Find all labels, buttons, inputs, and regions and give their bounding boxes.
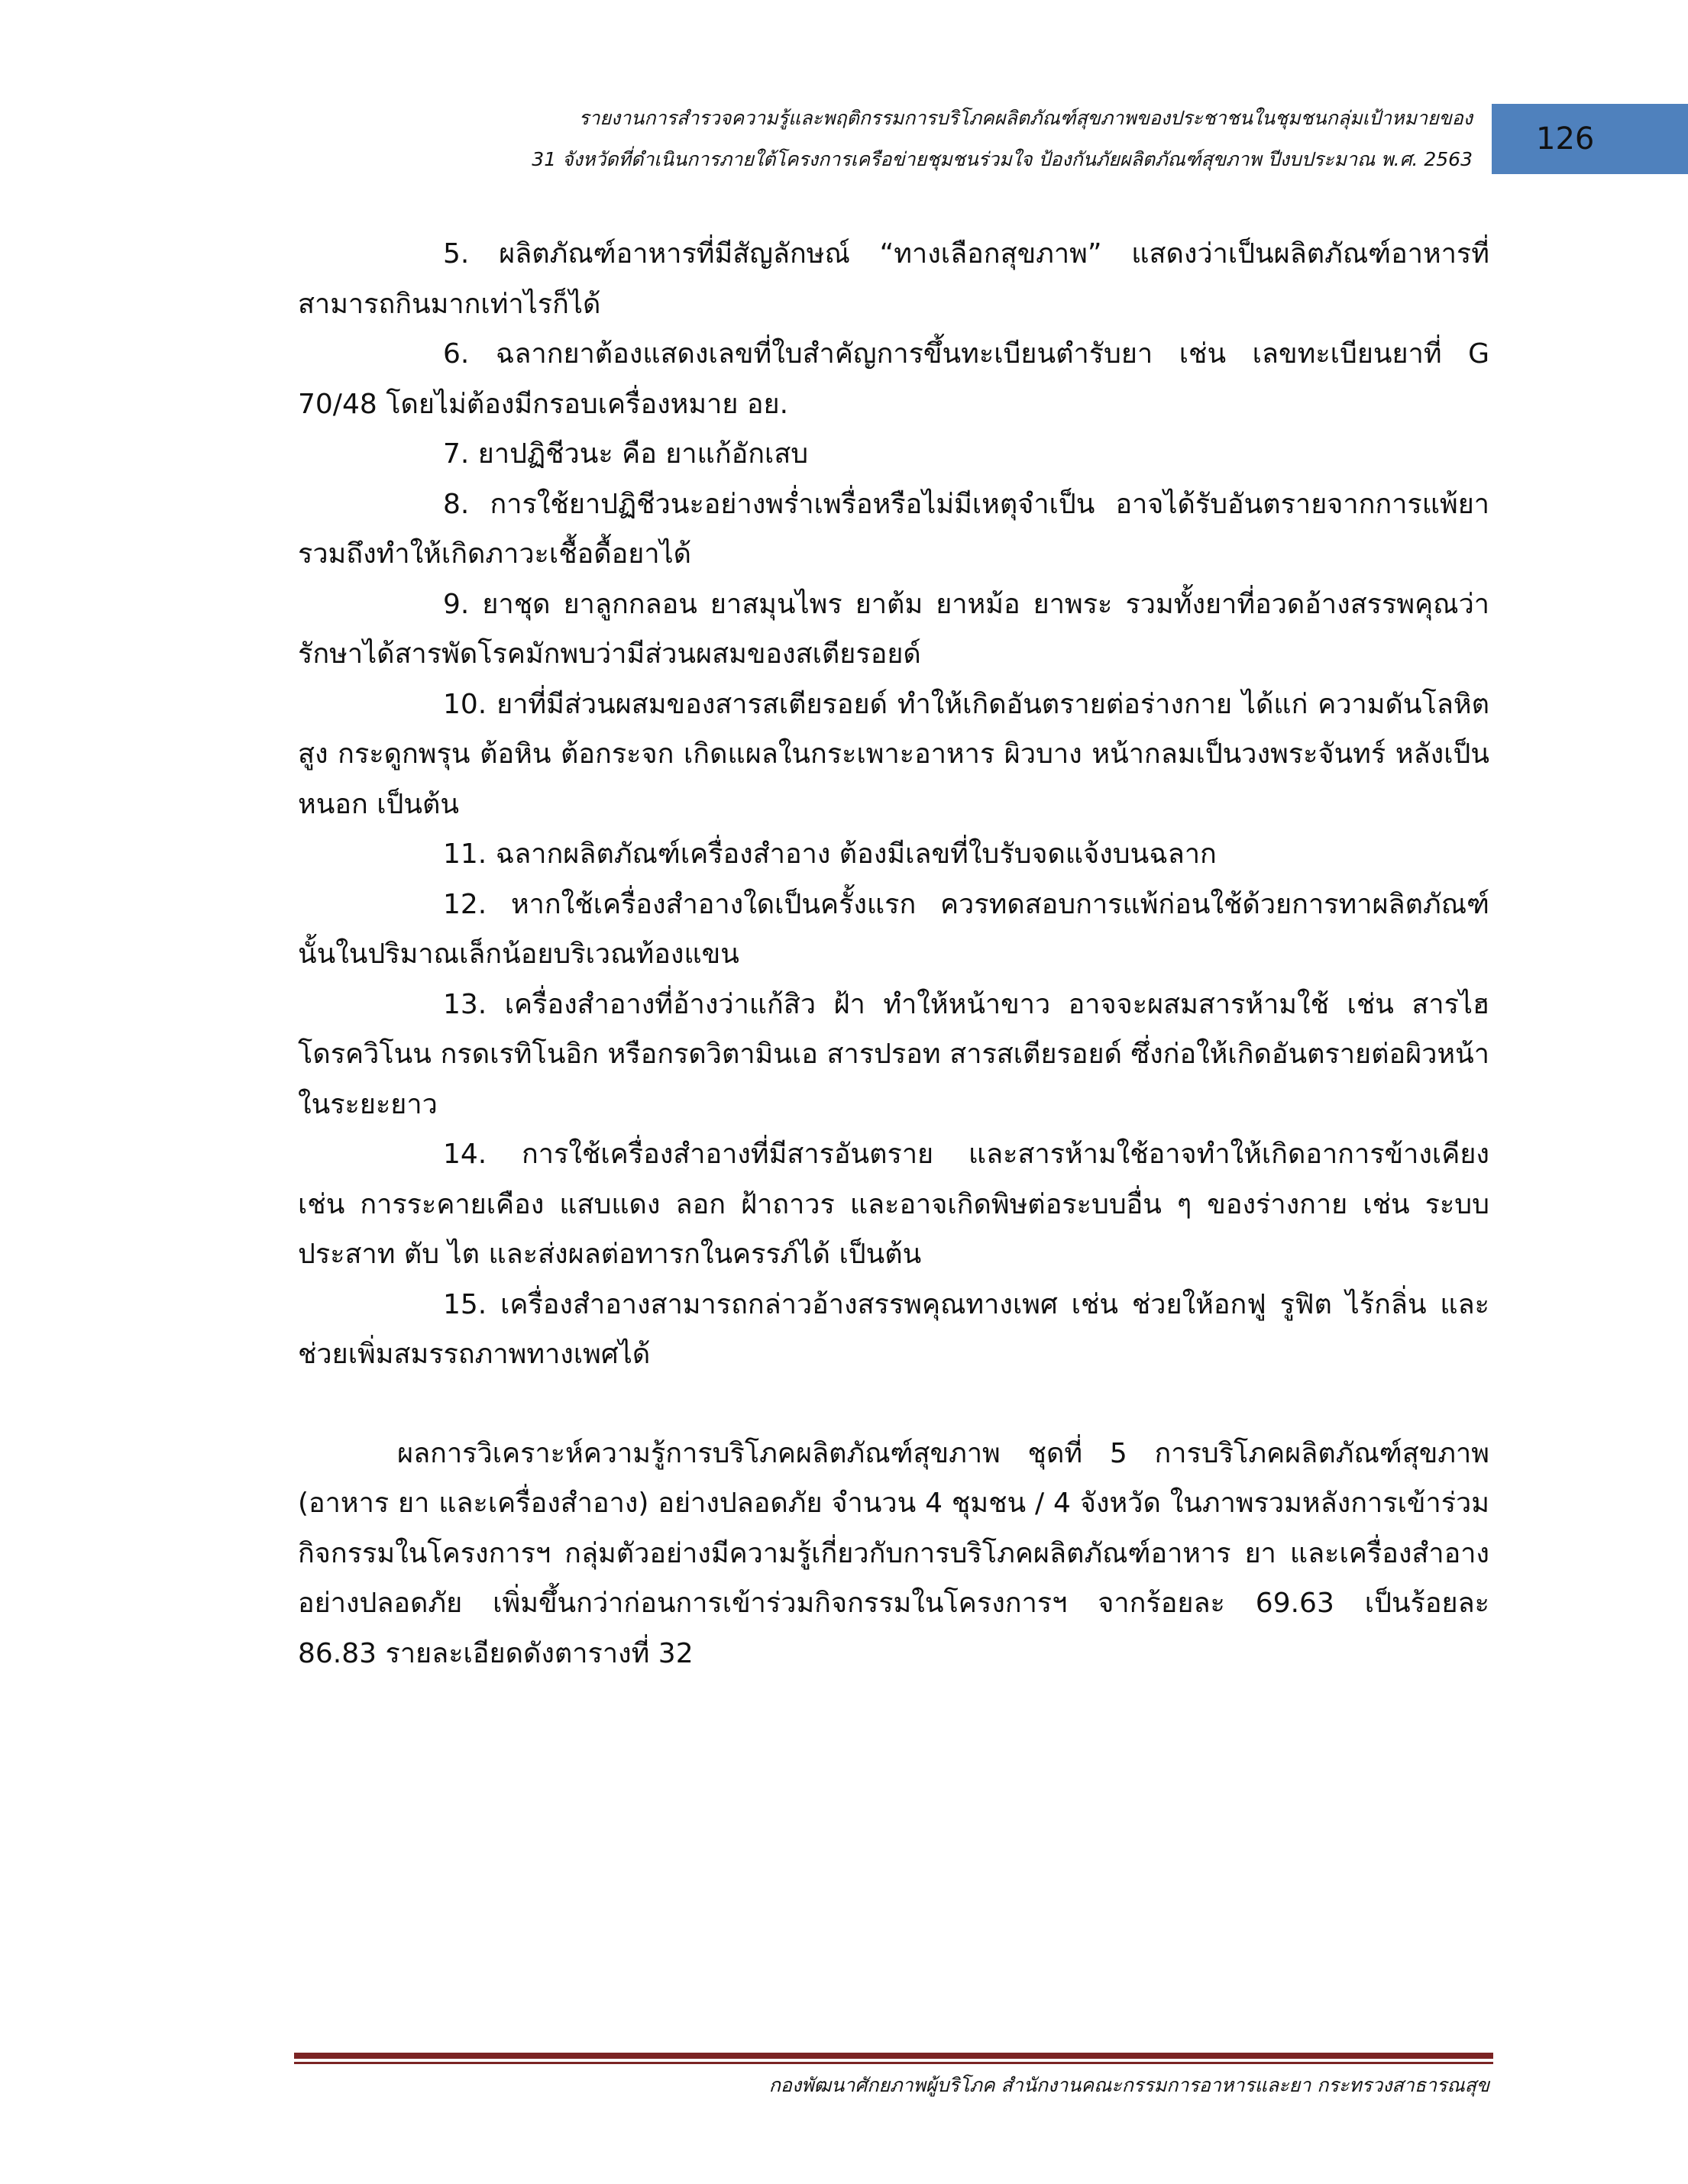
running-header xyxy=(306,98,1473,180)
page-number-badge xyxy=(1492,104,1688,174)
list-item-13: 13. เครื่องสำอางที่อ้างว่าแก้สิว ฝ้า ทำให้หน้าขาว อาจจะผสมสารห้ามใช้ เช่น สารไฮโดรควิโนน กรดเรทิโนอิก หรือกรดวิตามินเอ สารปรอท สารสเตียรอยด์ ซึ่งก่อให้เกิดอันตรายต่อผิวหน้าในระยะยาว xyxy=(298,988,1489,1120)
footer-divider-thin xyxy=(294,2062,1493,2064)
list-item-15: 15. เครื่องสำอางสามารถกล่าวอ้างสรรพคุณทางเพศ เช่น ช่วยให้อกฟู รูฟิต ไร้กลิ่น และช่วยเพิ่มสมรรถภาพทางเพศได้ xyxy=(298,1288,1489,1370)
list-item-14: 14. การใช้เครื่องสำอางที่มีสารอันตราย และสารห้ามใช้อาจทำให้เกิดอาการข้างเคียง เช่น การระคายเคือง แสบแดง ลอก ฝ้าถาวร และอาจเกิดพิษต่อระบบอื่น ๆ ของร่างกาย เช่น ระบบประสาท ตับ ไต และส่งผลต่อทารกในครรภ์ได้ เป็นต้น xyxy=(298,1139,1489,1270)
header-title-line-1: รายงานการสำรวจความรู้และพฤติกรรมการบริโภคผลิตภัณฑ์สุขภาพของประชาชนในชุมชนกลุ่มเป้าหมายของ xyxy=(578,107,1473,129)
summary-paragraph: ผลการวิเคราะห์ความรู้การบริโภคผลิตภัณฑ์สุขภาพ ชุดที่ 5 การบริโภคผลิตภัณฑ์สุขภาพ (อาหาร ยา และเครื่องสำอาง) อย่างปลอดภัย จำนวน 4 ชุมชน / 4 จังหวัด ในภาพรวมหลังการเข้าร่วมกิจกรรมในโครงการฯ กลุ่มตัวอย่างมีความรู้เกี่ยวกับการบริโภคผลิตภัณฑ์อาหาร ยา และเครื่องสำอางอย่างปลอดภัย เพิ่มขึ้นกว่าก่อนการเข้าร่วมกิจกรรมในโครงการฯ จากร้อยละ 69.63 เป็นร้อยละ 86.83 รายละเอียดดังตารางที่ 32 xyxy=(298,1437,1489,1669)
page-number: 126 xyxy=(1536,121,1595,157)
list-item-10: 10. ยาที่มีส่วนผสมของสารสเตียรอยด์ ทำให้เกิดอันตรายต่อร่างกาย ได้แก่ ความดันโลหิตสูง กระดูกพรุน ต้อหิน ต้อกระจก เกิดแผลในกระเพาะอาหาร ผิวบาง หน้ากลมเป็นวงพระจันทร์ หลังเป็นหนอก เป็นต้น xyxy=(298,688,1489,820)
list-item-12: 12. หากใช้เครื่องสำอางใดเป็นครั้งแรก ควรทดสอบการแพ้ก่อนใช้ด้วยการทาผลิตภัณฑ์นั้นในปริมาณเล็กน้อยบริเวณท้องแขน xyxy=(298,888,1489,970)
list-item-6: 6. ฉลากยาต้องแสดงเลขที่ใบสำคัญการขึ้นทะเบียนตำรับยา เช่น เลขทะเบียนยาที่ G 70/48 โดยไม่ต้องมีกรอบเครื่องหมาย อย. xyxy=(298,338,1489,420)
header-title-line-2: 31 จังหวัดที่ดำเนินการภายใต้โครงการเครือข่ายชุมชนร่วมใจ ป้องกันภัยผลิตภัณฑ์สุขภาพ ปีงบประมาณ พ.ศ. 2563 xyxy=(532,148,1473,170)
list-item-11: 11. ฉลากผลิตภัณฑ์เครื่องสำอาง ต้องมีเลขที่ใบรับจดแจ้งบนฉลาก xyxy=(443,838,1217,870)
document-body xyxy=(298,229,1489,1678)
footer-divider-thick xyxy=(294,2053,1493,2059)
list-item-5: 5. ผลิตภัณฑ์อาหารที่มีสัญลักษณ์ “ทางเลือกสุขภาพ” แสดงว่าเป็นผลิตภัณฑ์อาหารที่สามารถกินมากเท่าไรก็ได้ xyxy=(298,238,1489,320)
list-item-8: 8. การใช้ยาปฏิชีวนะอย่างพร่ำเพรื่อหรือไม่มีเหตุจำเป็น อาจได้รับอันตรายจากการแพ้ยา รวมถึงทำให้เกิดภาวะเชื้อดื้อยาได้ xyxy=(298,488,1489,570)
list-item-7: 7. ยาปฏิชีวนะ คือ ยาแก้อักเสบ xyxy=(443,438,809,470)
list-item-9: 9. ยาชุด ยาลูกกลอน ยาสมุนไพร ยาต้ม ยาหม้อ ยาพระ รวมทั้งยาที่อวดอ้างสรรพคุณว่ารักษาได้สารพัดโรคมักพบว่ามีส่วนผสมของสเตียรอยด์ xyxy=(298,588,1489,670)
running-footer: กองพัฒนาศักยภาพผู้บริโภค สำนักงานคณะกรรมการอาหารและยา กระทรวงสาธารณสุข xyxy=(768,2074,1489,2096)
